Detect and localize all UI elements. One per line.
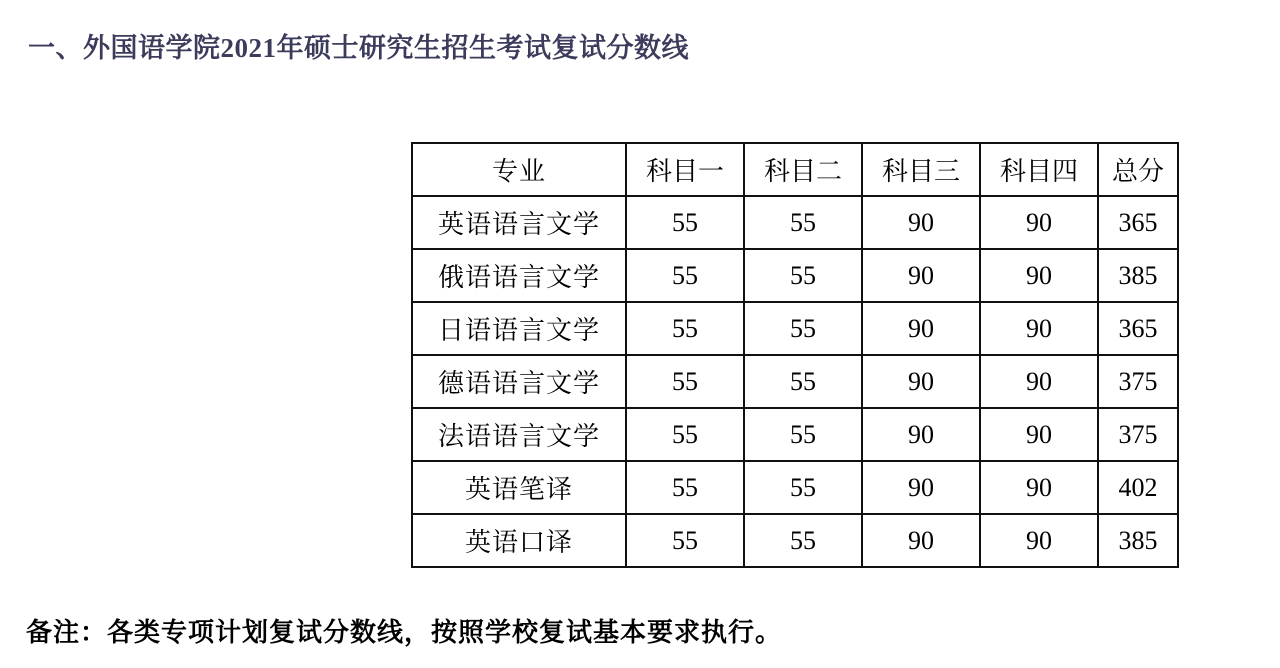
cell-subject-3: 90 xyxy=(862,514,980,567)
cell-major: 英语语言文学 xyxy=(412,196,626,249)
cell-subject-1: 55 xyxy=(626,355,744,408)
cell-total: 385 xyxy=(1098,249,1178,302)
cell-subject-1: 55 xyxy=(626,302,744,355)
cell-subject-3: 90 xyxy=(862,196,980,249)
cell-subject-1: 55 xyxy=(626,249,744,302)
cell-subject-2: 55 xyxy=(744,514,862,567)
cell-subject-1: 55 xyxy=(626,461,744,514)
cell-subject-4: 90 xyxy=(980,408,1098,461)
cell-subject-1: 55 xyxy=(626,196,744,249)
cell-major: 日语语言文学 xyxy=(412,302,626,355)
cell-subject-2: 55 xyxy=(744,461,862,514)
cell-subject-1: 55 xyxy=(626,514,744,567)
cell-subject-3: 90 xyxy=(862,355,980,408)
score-table-container xyxy=(411,142,1179,568)
cell-subject-3: 90 xyxy=(862,302,980,355)
table-header-row xyxy=(412,143,1178,196)
cell-subject-2: 55 xyxy=(744,196,862,249)
cell-subject-4: 90 xyxy=(980,355,1098,408)
table-row xyxy=(412,249,1178,302)
table-row xyxy=(412,196,1178,249)
cell-subject-2: 55 xyxy=(744,302,862,355)
cell-total: 375 xyxy=(1098,355,1178,408)
cell-major: 英语口译 xyxy=(412,514,626,567)
cell-subject-2: 55 xyxy=(744,408,862,461)
column-header-subject-1: 科目一 xyxy=(626,143,744,196)
cell-subject-3: 90 xyxy=(862,249,980,302)
cell-subject-4: 90 xyxy=(980,461,1098,514)
cell-subject-2: 55 xyxy=(744,249,862,302)
column-header-major: 专业 xyxy=(412,143,626,196)
column-header-subject-4: 科目四 xyxy=(980,143,1098,196)
cell-subject-4: 90 xyxy=(980,514,1098,567)
cell-total: 365 xyxy=(1098,196,1178,249)
cell-subject-3: 90 xyxy=(862,461,980,514)
table-row xyxy=(412,461,1178,514)
column-header-subject-2: 科目二 xyxy=(744,143,862,196)
cell-major: 法语语言文学 xyxy=(412,408,626,461)
cell-total: 402 xyxy=(1098,461,1178,514)
table-row xyxy=(412,408,1178,461)
table-row xyxy=(412,355,1178,408)
column-header-total: 总分 xyxy=(1098,143,1178,196)
cell-subject-4: 90 xyxy=(980,196,1098,249)
cell-major: 德语语言文学 xyxy=(412,355,626,408)
cell-total: 365 xyxy=(1098,302,1178,355)
cell-subject-1: 55 xyxy=(626,408,744,461)
table-row xyxy=(412,302,1178,355)
cell-subject-4: 90 xyxy=(980,249,1098,302)
cell-subject-3: 90 xyxy=(862,408,980,461)
page-title: 一、外国语学院2021年硕士研究生招生考试复试分数线 xyxy=(28,33,689,63)
cell-subject-4: 90 xyxy=(980,302,1098,355)
cell-subject-2: 55 xyxy=(744,355,862,408)
cell-total: 375 xyxy=(1098,408,1178,461)
column-header-subject-3: 科目三 xyxy=(862,143,980,196)
cell-total: 385 xyxy=(1098,514,1178,567)
cell-major: 俄语语言文学 xyxy=(412,249,626,302)
table-row xyxy=(412,514,1178,567)
cell-major: 英语笔译 xyxy=(412,461,626,514)
score-table xyxy=(411,142,1179,568)
footnote-text: 备注：各类专项计划复试分数线，按照学校复试基本要求执行。 xyxy=(26,618,783,647)
